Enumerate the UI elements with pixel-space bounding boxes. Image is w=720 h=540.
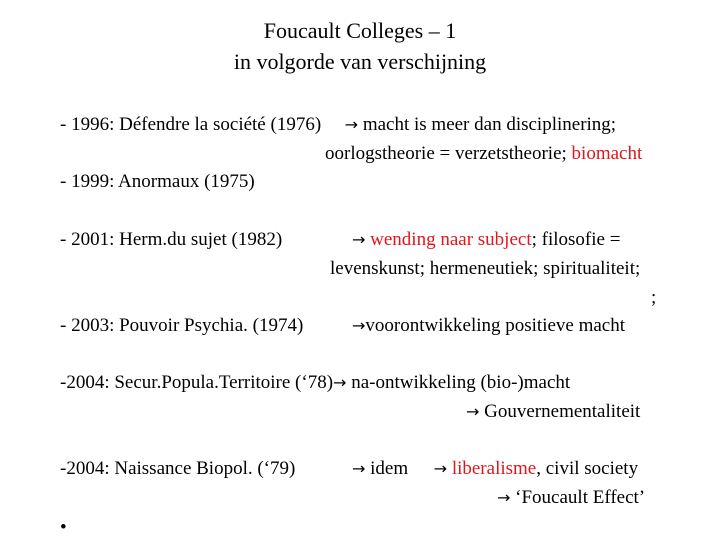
item-2003-note-line [352, 314, 625, 338]
item-2004a-line1 [60, 371, 570, 395]
item-2004a-note1: na-ontwikkeling (bio-)macht [351, 372, 571, 393]
item-2004a-note2: Gouvernementaliteit [484, 401, 641, 422]
item-2004b-line1 [352, 457, 638, 481]
empty-bullet: • [60, 517, 67, 538]
item-2001-note1: ; filosofie = [531, 229, 621, 250]
item-2004b-note1: idem [370, 458, 409, 479]
item-2004b-highlight: liberalisme [451, 458, 537, 479]
item-2003-note: voorontwikkeling positieve macht [365, 315, 626, 336]
item-1999-title: - 1999: Anormaux (1975) [60, 171, 255, 192]
arrow-icon: → [497, 488, 511, 507]
item-2004b-line2 [497, 486, 645, 510]
item-2001-note1-line [352, 228, 620, 252]
item-2004a-line2 [466, 400, 640, 424]
item-2001-note2: levenskunst; hermeneutiek; spiritualiteit; [330, 258, 641, 279]
item-2003-title: - 2003: Pouvoir Psychia. (1974) [60, 315, 304, 336]
item-1996-highlight: biomacht [571, 143, 643, 164]
item-2001-title: - 2001: Herm.du sujet (1982) [60, 229, 283, 250]
item-2004b-note2: , civil society [536, 458, 639, 479]
item-1996-note1: macht is meer dan disciplinering; [362, 114, 617, 135]
item-1996-note2: oorlogstheorie = verzetstheorie; [325, 143, 572, 164]
slide-title-line2: in volgorde van verschijning [233, 49, 487, 74]
arrow-icon: → [352, 316, 366, 335]
item-1996-title: - 1996: Défendre la société (1976) [60, 114, 322, 135]
item-2001-note3: ; [651, 287, 657, 308]
arrow-icon: → [344, 115, 359, 134]
arrow-icon: → [433, 459, 448, 478]
arrow-icon: → [352, 459, 366, 478]
item-2004a-title: -2004: Secur.Popula.Territoire (‘78) [60, 372, 334, 393]
slide-title-line1: Foucault Colleges – 1 [263, 18, 457, 43]
arrow-icon: → [352, 230, 366, 249]
item-2001-highlight: wending naar subject [370, 229, 532, 250]
item-2004b-title: -2004: Naissance Biopol. (‘79) [60, 458, 296, 479]
item-1996-note2-line [325, 142, 642, 166]
arrow-icon: → [466, 402, 480, 421]
arrow-icon: → [333, 373, 347, 392]
item-1996-label [60, 113, 616, 137]
item-2004b-note3: ‘Foucault Effect’ [515, 487, 646, 508]
